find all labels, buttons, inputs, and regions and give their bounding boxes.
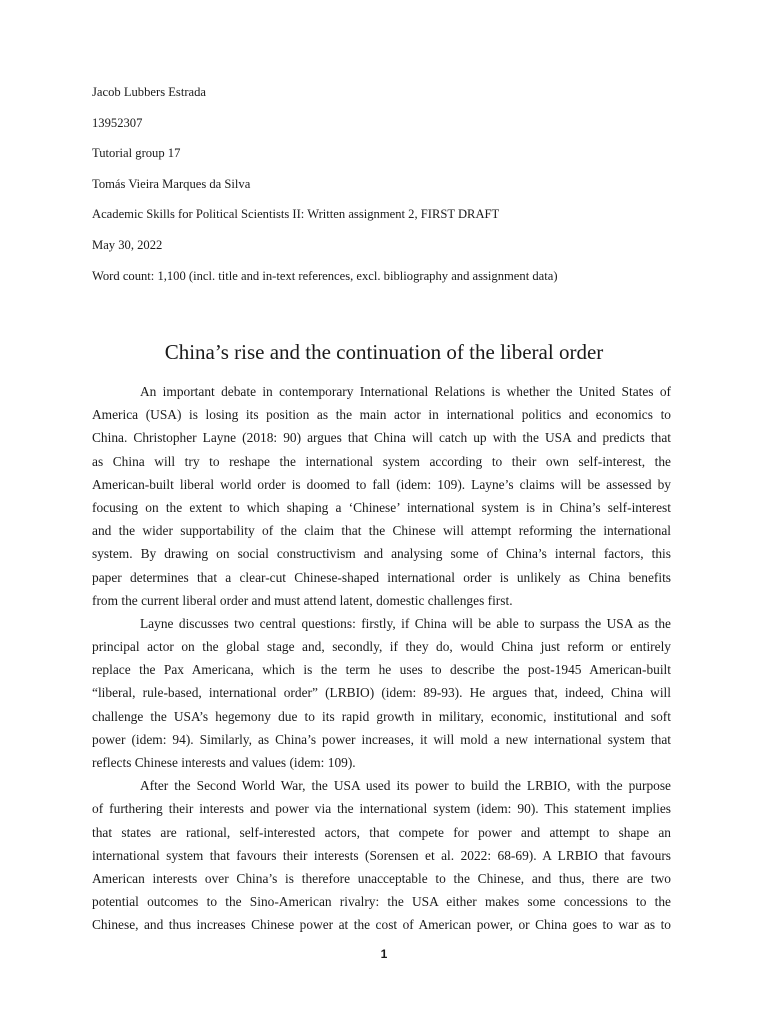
body-line: system. By drawing on social constructivism and analysing some of China’s internal factors, this [92, 546, 671, 562]
body-line: Layne discusses two central questions: firstly, if China will be able to surpass the USA as the [140, 615, 671, 631]
body-line: power (idem: 94). Similarly, as China’s power increases, it will mold a new international system that [92, 731, 671, 747]
body-line: An important debate in contemporary International Relations is whether the United States of [140, 384, 671, 399]
word-count: Word count: 1,100 (incl. title and in-text references, excl. bibliography and assignment data) [92, 268, 558, 283]
body-line: and the wider supportability of the claim that the Chinese will attempt reforming the international [92, 523, 671, 539]
body-line: that states are rational, self-interested actors, that compete for power and attempt to shape an [92, 824, 671, 840]
essay-body [92, 380, 671, 937]
body-line: challenge the USA’s hegemony due to its rapid growth in military, economic, institutional and soft [92, 708, 671, 724]
assignment-header [92, 84, 692, 298]
course-title: Academic Skills for Political Scientists II: Written assignment 2, FIRST DRAFT [92, 207, 500, 222]
body-line: After the Second World War, the USA used its power to build the LRBIO, with the purpose [140, 778, 671, 794]
submission-date: May 30, 2022 [92, 237, 163, 252]
body-line: Chinese, and thus increases Chinese power at the cost of American power, or China goes to war as to [92, 917, 671, 933]
body-line: American-built liberal world order is doomed to fall (idem: 109). Layne’s claims will be assessed by [92, 476, 671, 492]
body-line: paper determines that a clear-cut Chinese-shaped international order is unlikely as China benefits [92, 569, 671, 585]
body-line: potential outcomes to the Sino-American rivalry: the USA either makes some concessions to the [92, 894, 671, 910]
body-line: international system that favours their interests (Sorensen et al. 2022: 68-69). A LRBIO that favours [92, 847, 671, 863]
body-line: reflects Chinese interests and values (idem: 109). [92, 755, 356, 770]
body-line: “liberal, rule-based, international order” (LRBIO) (idem: 89-93). He argues that, indeed, China will [92, 685, 671, 701]
tutorial-group: Tutorial group 17 [92, 146, 181, 161]
body-line: from the current liberal order and must attend latent, domestic challenges first. [92, 592, 513, 608]
student-number: 13952307 [92, 115, 143, 130]
page-number: 1 [380, 947, 388, 961]
body-line: America (USA) is losing its position as the main actor in international politics and economics to [92, 407, 671, 423]
body-line: China. Christopher Layne (2018: 90) argues that China will catch up with the USA and predicts that [92, 430, 671, 446]
body-line: focusing on the extent to which shaping a ‘Chinese’ international system is in China’s self-interest [92, 499, 671, 515]
body-line: as China will try to reshape the international system according to their own self-interest, the [92, 453, 671, 469]
body-line: of furthering their interests and power via the international system (idem: 90). This statement implies [92, 801, 671, 817]
body-line: American interests over China’s is therefore unacceptable to the Chinese, and thus, there are two [92, 870, 671, 886]
tutor-name: Tomás Vieira Marques da Silva [92, 176, 251, 191]
author-name: Jacob Lubbers Estrada [92, 85, 207, 99]
essay-title: China’s rise and the continuation of the liberal order [164, 340, 604, 364]
body-line: principal actor on the global stage and, secondly, if they do, would China just reform or entirely [92, 639, 671, 655]
body-line: replace the Pax Americana, which is the term he uses to describe the post-1945 American-built [92, 662, 671, 678]
